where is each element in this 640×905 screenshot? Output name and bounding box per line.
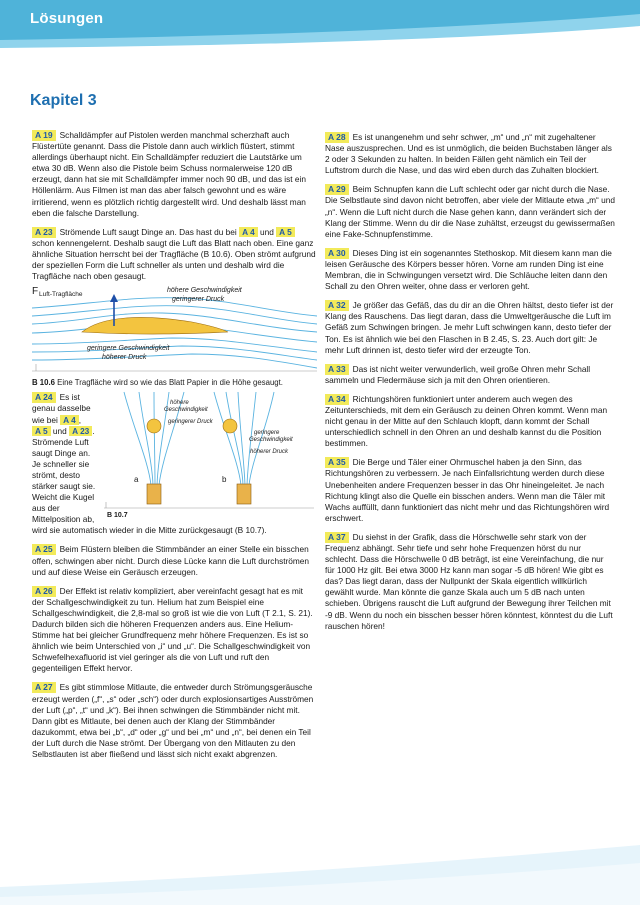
left-column bbox=[32, 130, 317, 768]
answer-reference: A 4 bbox=[60, 415, 79, 425]
answer-text: Beim Flüstern bleiben die Stimmbänder an einer Stelle ein bisschen offen, schwingen aber nicht. Durch diese Lücke kann die Luft durchströmen und auf diese Weise ein Geräusch erzeugen. bbox=[32, 544, 310, 577]
answer-a29 bbox=[325, 184, 615, 239]
label-b-pressure: höherer Druck bbox=[250, 449, 289, 456]
answer-text: Strömende Luft saugt Dinge an. Das hast du bei bbox=[59, 226, 237, 237]
answer-reference: A 4 bbox=[239, 227, 258, 237]
answer-a26 bbox=[32, 586, 317, 675]
answer-text: , bbox=[78, 414, 82, 425]
answer-text: Beim Schnupfen kann die Luft schlecht oder gar nicht durch die Nase. Die Selbstlaute sind davon nicht betroffen, aber viele der Mitlaute etwa „m“ und „n“. Wenn die Luft nicht durch die Nase gehen kann, dann verändert sich der Klang der Stimme. Wenn du dir die Nase zuhältst, erzeugst du gewissermaßen eine Fake-Schnupfenstimme. bbox=[325, 184, 615, 239]
answer-a24-text bbox=[32, 392, 100, 525]
answer-text: Du siehst in der Grafik, dass die Hörschwelle sehr stark von der Frequenz abhängt. Sehr tiefe und sehr hohe Frequenzen hörst du nur schlecht. Dass die Hörschwelle 0 dB beträgt, ist eine Vereinfachung, die nur für 1000 Hz gilt. Bei etwa 3000 Hz kann man sogar -5 dB hören! Wie gibt es das? Das liegt daran, dass der Nullpunkt der Skala eigentlich willkürlich gewählt wurde. Man könnte die ganze Skala auch um 5 dB nach unten schieben. Übrigens rauscht die Luft aufgrund der Bewegung ihrer Teilchen mit -9 dB. Wenn du noch ein bisschen besser hören könntest, könntest du die Luft rauschen hören! bbox=[325, 531, 613, 631]
wing-airflow-diagram bbox=[32, 286, 317, 372]
answer-a32 bbox=[325, 300, 615, 355]
answer-text: und bbox=[52, 425, 67, 436]
answer-a23 bbox=[32, 227, 317, 282]
answer-tag: A 35 bbox=[325, 457, 349, 468]
force-label: F bbox=[32, 286, 39, 298]
answer-tag: A 19 bbox=[32, 130, 56, 141]
answer-tag: A 25 bbox=[32, 544, 56, 555]
answer-tag: A 24 bbox=[32, 392, 56, 403]
label-b-lower: geringere bbox=[254, 430, 280, 437]
answer-a33 bbox=[325, 364, 615, 386]
label-higher-speed: höhere Geschwindigkeit bbox=[167, 287, 242, 295]
caption-text: Eine Tragfläche wird so wie das Blatt Papier in die Höhe gesaugt. bbox=[57, 378, 283, 388]
answer-text: und bbox=[260, 226, 274, 237]
answer-text: schon kennengelernt. Deshalb saugt die Luft das Blatt nach oben. Eine ganz ähnliche Situation herrscht bei der Tragfläche (B 10.6). Oben strömt aufgrund der speziellen Form die Luft schneller als unten und deshalb wird die Tragfläche nach oben gesaugt. bbox=[32, 237, 316, 282]
answer-text: Dieses Ding ist ein sogenanntes Stethoskop. Mit diesem kann man die leisen Geräusche des Körpers besser hören. Vorne am runden Ding ist eine Membran, die in Schwingungen versetzt wird. Die Schläuche leiten dann den Schall zu den Ohren weiter, ohne dass er verloren geht. bbox=[325, 247, 612, 292]
label-b: b bbox=[222, 475, 227, 485]
answer-text: Richtungshören funktioniert unter anderem auch wegen des Zeitunterschieds, mit dem ein Geräusch zu deinen Ohren kommt. Wenn man nicht genau in der Mitte auf den Schlauch klopft, dann kommt der Schall unterschiedlich schnell in den Ohren an und deshalb kannst du die Position bestimmen. bbox=[325, 393, 608, 449]
label-lower-pressure: geringerer Druck bbox=[172, 296, 225, 304]
answer-tag: A 32 bbox=[325, 300, 349, 311]
footer-wave bbox=[0, 835, 640, 905]
label-a-speed: Geschwindigkeit bbox=[164, 407, 208, 414]
answer-tag: A 37 bbox=[325, 532, 349, 543]
figure-b10-6 bbox=[32, 286, 317, 388]
figure-caption bbox=[32, 378, 317, 388]
answer-a25 bbox=[32, 544, 317, 577]
answer-text: . Strömende Luft saugt Dinge an. Je schneller sie strömt, desto stärker saugt sie. Weicht die Kugel aus der Mittelposition ab, bbox=[32, 425, 96, 525]
answer-reference: A 23 bbox=[69, 426, 92, 436]
answer-a35 bbox=[325, 457, 615, 524]
page-header-title: Lösungen bbox=[30, 10, 104, 27]
answer-a24 bbox=[32, 392, 317, 527]
ball-airflow-diagram bbox=[104, 390, 314, 518]
answer-tag: A 28 bbox=[325, 132, 349, 143]
answer-tag: A 26 bbox=[32, 586, 56, 597]
answer-text: Schalldämpfer auf Pistolen werden manchmal scherzhaft auch Flüstertüte genannt. Dass die Pistole dann auch wirklich flüstert, stimmt allerdings überhaupt nicht. Ein Schalldämpfer reduziert die Lautstärke um etwa 30 dB. Wenn also die Pistole beim Schuss normalerweise 120 dB erzeugt, dann hat sie mit Schalldämpfer immer noch 90 dB, und das ist ein Höllenlärm. Aus Filmen ist man das aber falsch gewohnt und es wäre irritierend, wenn es plötzlich richtig dargestellt wird. Und deshalb lässt man eben die falsche Darstellung. bbox=[32, 130, 306, 218]
answer-text: Das ist nicht weiter verwunderlich, weil große Ohren mehr Schall sammeln und Fledermäuse sich ja mit den Ohren orientieren. bbox=[325, 363, 591, 385]
answer-text: Es ist unangenehm und sehr schwer, „m“ und „n“ mit zugehaltener Nase auszusprechen. Und es ist unmöglich, die beiden Buchstaben länger als 2 oder 3 Sekunden zu halten. In beiden Fällen geht nämlich ein Teil der Luftstrom durch die Nase, und das wird eben durch das Zuhalten blockiert. bbox=[325, 132, 612, 176]
answer-text: Es gibt stimmlose Mitlaute, die entweder durch Strömungsgeräusche erzeugt werden („f“, „s“ oder „sch“) oder durch explosionsartiges Ausströmen der Luft („p“, „t“ und „k“). Bei ihnen schwingen die Stimmbänder nicht mit. Dann gibt es Mitlaute, bei denen auch der Klang der Stimmbänder dazukommt, etwa bei „b“, „d“ oder „g“ und bei „m“ und „n“, bei denen ein Teil der Luft durch die Nase strömt. Der Übergang von den Mitlauten zu den Selbstlauten ist aber fließend und lässt sich nicht exakt abgrenzen. bbox=[32, 682, 314, 759]
answer-tag: A 30 bbox=[325, 248, 349, 259]
answer-text: Der Effekt ist relativ kompliziert, aber vereinfacht gesagt hat es mit der Schallgeschwindigkeit zu tun. Helium hat zum Beispiel eine Schallgeschwindigkeit, die 2,8-mal so groß ist wie die von Luft (T 2.1, S. 21). Dadurch bilden sich die höheren Frequenzen anders aus. Eine Helium-Stimme hat bei gleicher Grundfrequenz mehr höhere Frequenzen. Es ist so ähnlich wie beim Unterschied von „i“ und „u“. Die Schallgeschwindigkeit von Schwefelhexafluorid ist viel geringer als die von Luft und ruft den gegenteiligen Effekt hervor. bbox=[32, 585, 313, 674]
answer-text: Es ist genau dasselbe wie bei bbox=[32, 392, 91, 425]
label-a: a bbox=[134, 475, 139, 485]
label-a-higher: höhere bbox=[170, 400, 189, 407]
answer-tag: A 29 bbox=[325, 184, 349, 195]
caption-number: B 10.7 bbox=[107, 512, 128, 519]
force-subscript: Luft-Tragfläche bbox=[39, 291, 83, 299]
label-b-speed: Geschwindigkeit bbox=[249, 437, 293, 444]
answer-a28 bbox=[325, 132, 615, 176]
label-a-pressure: geringerer Druck bbox=[168, 419, 213, 426]
right-column bbox=[325, 132, 615, 640]
label-higher-pressure: höherer Druck bbox=[102, 354, 147, 362]
answer-reference: A 5 bbox=[32, 426, 51, 436]
chapter-title: Kapitel 3 bbox=[30, 92, 97, 109]
answer-a34 bbox=[325, 394, 615, 449]
answer-a30 bbox=[325, 248, 615, 292]
answer-tag: A 27 bbox=[32, 682, 56, 693]
answer-a19 bbox=[32, 130, 317, 219]
answer-tag: A 33 bbox=[325, 364, 349, 375]
caption-number: B 10.6 bbox=[32, 378, 55, 388]
answer-tag: A 34 bbox=[325, 394, 349, 405]
answer-a27 bbox=[32, 682, 317, 760]
answer-reference: A 5 bbox=[276, 227, 295, 237]
answer-text: Die Berge und Täler einer Ohrmuschel haben ja den Sinn, das Richtungshören zu verbessern. Je nach Einfallsrichtung werden durch diese Unebenheiten andere Frequenzen besser in das Ohr hineingeleitet. Je nach Richtung klingt also die Quelle ein bisschen anders. Wenn man die Täler mit Wachs auffüllt, dann funktioniert das nicht mehr und das Richtungshören wird erschwert. bbox=[325, 457, 610, 523]
answer-text: Je größer das Gefäß, das du dir an die Ohren hältst, desto tiefer ist der Klang des Rauschens. Das liegt daran, dass die Umweltgeräusche die Luft im Gefäß zum Schwingen bringen. Je mehr Luft schwingen kann, desto tiefer der Ton. Es ist ähnlich wie bei den Flaschen in B 2.45, S. 23. Auch dort gilt: Je mehr Luft drinnen ist, desto tiefer wird der erzeugte Ton. bbox=[325, 300, 614, 355]
answer-tag: A 23 bbox=[32, 227, 56, 238]
answer-a24-continuation: wird sie automatisch wieder in die Mitte zurückgesaugt (B 10.7). bbox=[32, 525, 267, 536]
answer-a37 bbox=[325, 532, 615, 632]
label-lower-speed: geringere Geschwindigkeit bbox=[87, 345, 170, 353]
